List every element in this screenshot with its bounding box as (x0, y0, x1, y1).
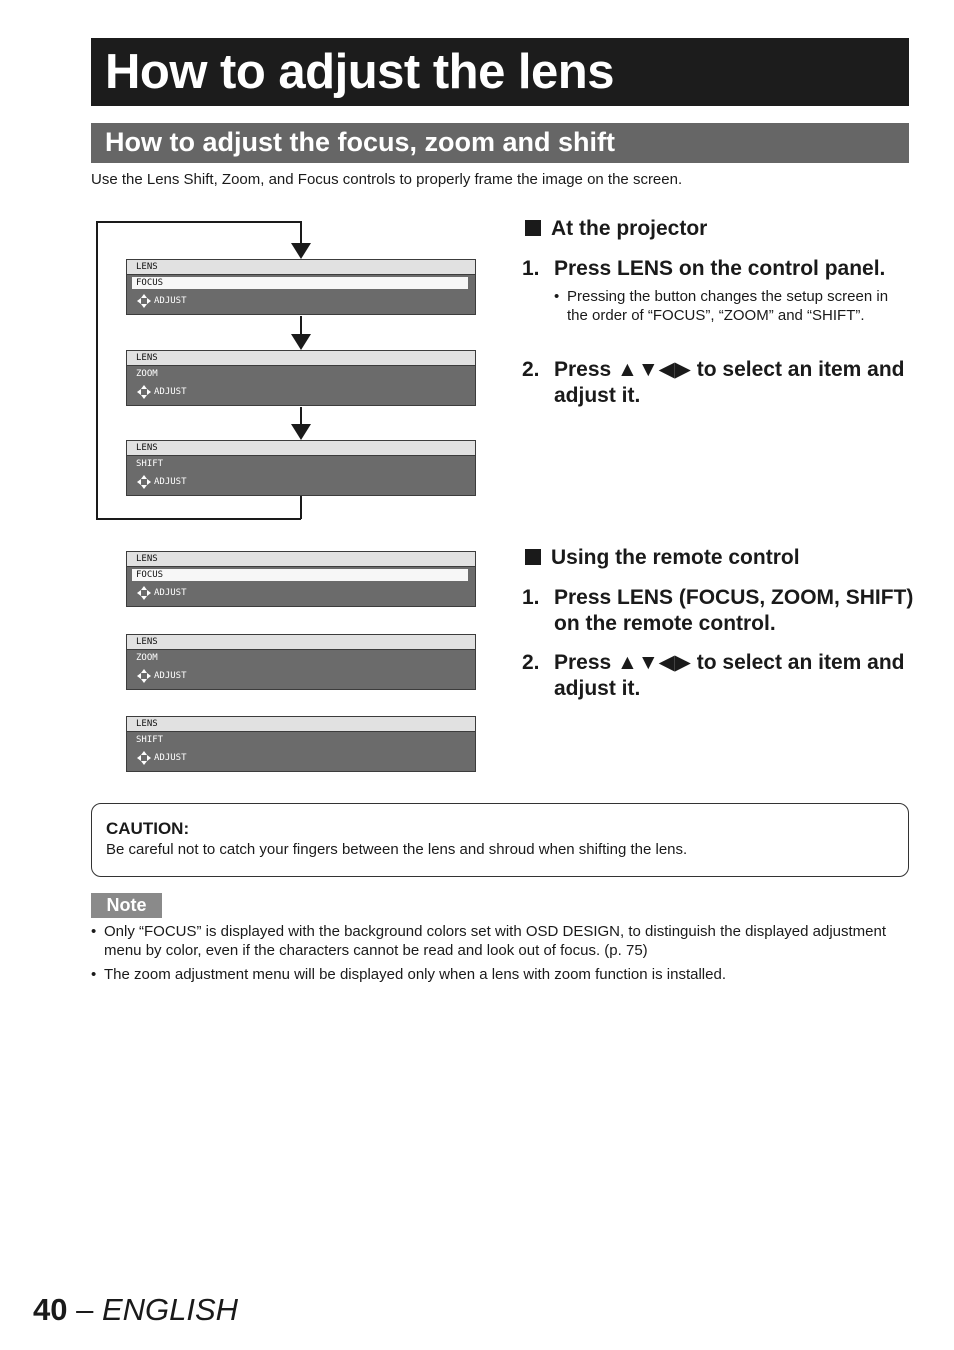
note-badge: Note (91, 893, 162, 918)
footer-language: ENGLISH (101, 1292, 239, 1327)
four-way-arrow-icon (137, 475, 151, 489)
remote-step-1: 1. Press LENS (FOCUS, ZOOM, SHIFT) on the remote control. (522, 586, 914, 635)
section-title: How to adjust the focus, zoom and shift (105, 127, 615, 157)
square-bullet-icon (525, 549, 541, 565)
remote-heading: Using the remote control (525, 546, 800, 570)
osd-lens-focus-screen (126, 259, 476, 315)
osd-lens-focus-screen (126, 551, 476, 607)
section-title-bar (91, 123, 909, 163)
arrow-down-icon (291, 334, 311, 351)
osd-adjust-row: ADJUST (137, 474, 187, 490)
four-way-arrow-icon (137, 751, 151, 765)
osd-adjust-row: ADJUST (137, 750, 187, 766)
remote-step-2: 2. Press ▲▼◀▶ to select an item and adjust it. (522, 651, 905, 700)
osd-lens-shift-screen (126, 716, 476, 772)
osd-header: LENS (127, 260, 475, 275)
four-way-arrow-icon (137, 385, 151, 399)
arrow-down-icon (291, 424, 311, 441)
projector-step-1: 1. Press LENS on the control panel. (522, 257, 886, 280)
osd-lens-zoom-screen (126, 350, 476, 406)
projector-heading: At the projector (525, 217, 707, 241)
page-title-bar (91, 38, 909, 106)
caution-text: Be careful not to catch your fingers between the lens and shroud when shifting the lens. (106, 841, 688, 858)
four-way-arrow-icon (137, 669, 151, 683)
osd-item-zoom: ZOOM (136, 369, 158, 379)
four-way-arrow-icon (137, 586, 151, 600)
square-bullet-icon (525, 220, 541, 236)
caution-title: CAUTION: (106, 819, 190, 838)
osd-lens-zoom-screen (126, 634, 476, 690)
osd-item-focus: FOCUS (132, 569, 468, 581)
projector-step-2: 2. Press ▲▼◀▶ to select an item and adjust it. (522, 358, 905, 407)
page-title: How to adjust the lens (105, 45, 614, 99)
osd-header: LENS (127, 441, 475, 456)
page-footer (33, 1292, 238, 1328)
osd-header: LENS (127, 635, 475, 650)
osd-item-shift: SHIFT (136, 459, 164, 469)
projector-step-1-note: • Pressing the button changes the setup screen in the order of “FOCUS”, “ZOOM” and “SHIFT”. (554, 288, 889, 324)
osd-header: LENS (127, 351, 475, 366)
caution-box (91, 803, 909, 877)
osd-header: LENS (127, 552, 475, 567)
osd-item-focus: FOCUS (132, 277, 468, 289)
osd-adjust-row: ADJUST (137, 384, 187, 400)
osd-adjust-row: ADJUST (137, 293, 187, 309)
four-way-arrow-icon (137, 294, 151, 308)
osd-item-zoom: ZOOM (136, 653, 158, 663)
page-number: 40 (33, 1292, 68, 1327)
osd-header: LENS (127, 717, 475, 732)
arrow-down-icon (291, 243, 311, 260)
note-item: • Only “FOCUS” is displayed with the background colors set with OSD DESIGN, to distinguish the displayed adjustment menu by color, even if the characters cannot be read and look out of focus. (p. 75) (91, 923, 887, 959)
osd-adjust-row: ADJUST (137, 668, 187, 684)
intro-text: Use the Lens Shift, Zoom, and Focus controls to properly frame the image on the screen. (91, 171, 683, 188)
osd-item-shift: SHIFT (136, 735, 164, 745)
note-item: • The zoom adjustment menu will be displayed only when a lens with zoom function is installed. (91, 966, 726, 983)
osd-adjust-row: ADJUST (137, 585, 187, 601)
osd-lens-shift-screen (126, 440, 476, 496)
footer-separator: – (67, 1292, 102, 1327)
